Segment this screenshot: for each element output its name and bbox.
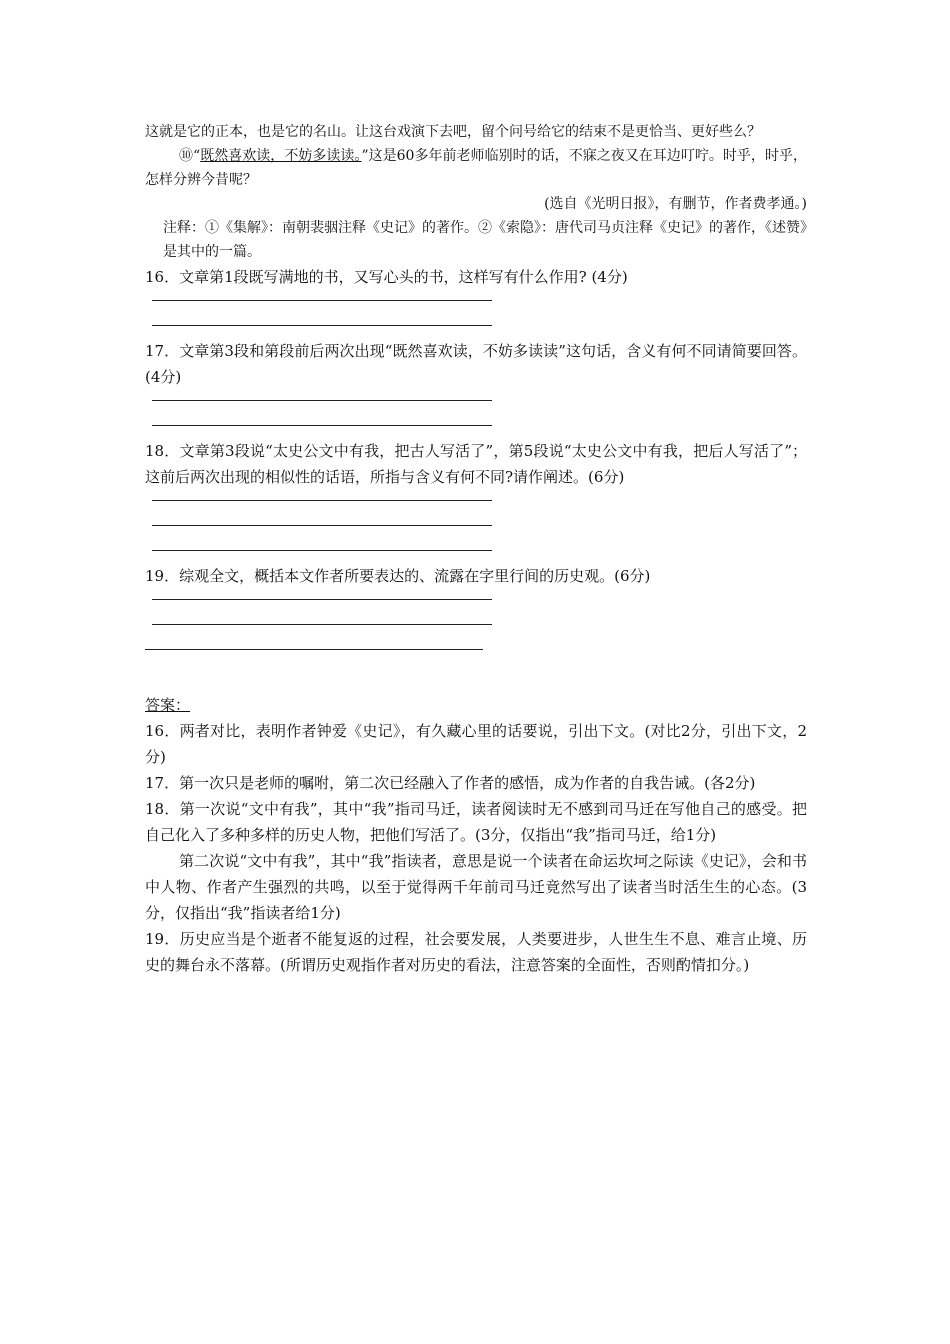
answer-blank-16[interactable] [145, 300, 807, 326]
answer-19: 19．历史应当是个逝者不能复返的过程，社会要发展，人类要进步，人世生生不息、难言止境、历史的舞台永不落幕。(所谓历史观指作者对历史的看法，注意答案的全面性，否则酌情扣分。) [145, 930, 807, 974]
passage-notes: 注释：①《集解》：南朝裴骃注释《史记》的著作。②《索隐》：唐代司马贞注释《史记》的著作，《述赞》是其中的一篇。 [163, 220, 807, 260]
answer-17: 17．第一次只是老师的嘱咐，第二次已经融入了作者的感悟，成为作者的自我告诫。(各2分) [145, 774, 756, 792]
blank-line [152, 525, 492, 526]
answers-heading: 答案： [145, 696, 191, 714]
passage-paragraph-9: 这就是它的正本，也是它的名山。让这台戏演下去吧，留个问号给它的结束不是更恰当、更好些么？ [145, 124, 761, 140]
answer-18-second: 第二次说“文中有我”，其中“我”指读者，意思是说一个读者在命运坎坷之际读《史记》，会和书中人物、作者产生强烈的共鸣，以至于觉得两千年前司马迁竟然写出了读者当时活生生的心态。(3分，仅指出“我”指读者给1分) [145, 852, 807, 922]
question-19: 19．综观全文，概括本文作者所要表达的、流露在字里行间的历史观。(6分) [145, 567, 651, 585]
paragraph-10-number: ⑩“ [179, 148, 201, 164]
document-page [145, 120, 807, 978]
blank-line [152, 550, 492, 551]
blank-line [152, 624, 492, 625]
blank-line [152, 500, 492, 501]
blank-line [152, 400, 492, 401]
answer-blank-18[interactable] [145, 500, 807, 551]
answer-18-first: 18．第一次说“文中有我”，其中“我”指司马迁，读者阅读时无不感到司马迁在写他自己的感受。把自己化入了多种多样的历史人物，把他们写活了。(3分，仅指出“我”指司马迁，给1分) [145, 800, 807, 844]
passage-paragraph-10 [145, 144, 807, 192]
question-16: 16．文章第1段既写满地的书，又写心头的书，这样写有什么作用? (4分) [145, 268, 628, 286]
answer-blank-17[interactable] [145, 400, 807, 426]
paragraph-10-quote: 既然喜欢读，不妨多读读。 [200, 148, 362, 164]
blank-line [152, 300, 492, 301]
question-17: 17．文章第3段和第段前后两次出现“既然喜欢读，不妨多读读”这句话，含义有何不同请简要回答。(4分) [145, 342, 807, 386]
blank-line [152, 325, 492, 326]
answer-16: 16．两者对比，表明作者钟爱《史记》，有久藏心里的话要说，引出下文。(对比2分，引出下文，2分) [145, 722, 807, 766]
question-18: 18．文章第3段说“太史公文中有我，把古人写活了”，第5段说“太史公文中有我，把后人写活了”；这前后两次出现的相似性的话语，所指与含义有何不同?请作阐述。(6分) [145, 442, 807, 486]
paragraph-10-text: ”这是60多年前老师临别时的话，不寐之夜又在耳边叮咛。时乎，时乎，怎样分辨今昔呢？ [145, 148, 807, 188]
blank-line [152, 425, 492, 426]
passage-source: (选自《光明日报》，有删节，作者费孝通。) [544, 196, 807, 212]
blank-line [152, 599, 492, 600]
blank-line [145, 649, 483, 650]
answer-blank-19[interactable] [145, 599, 807, 650]
